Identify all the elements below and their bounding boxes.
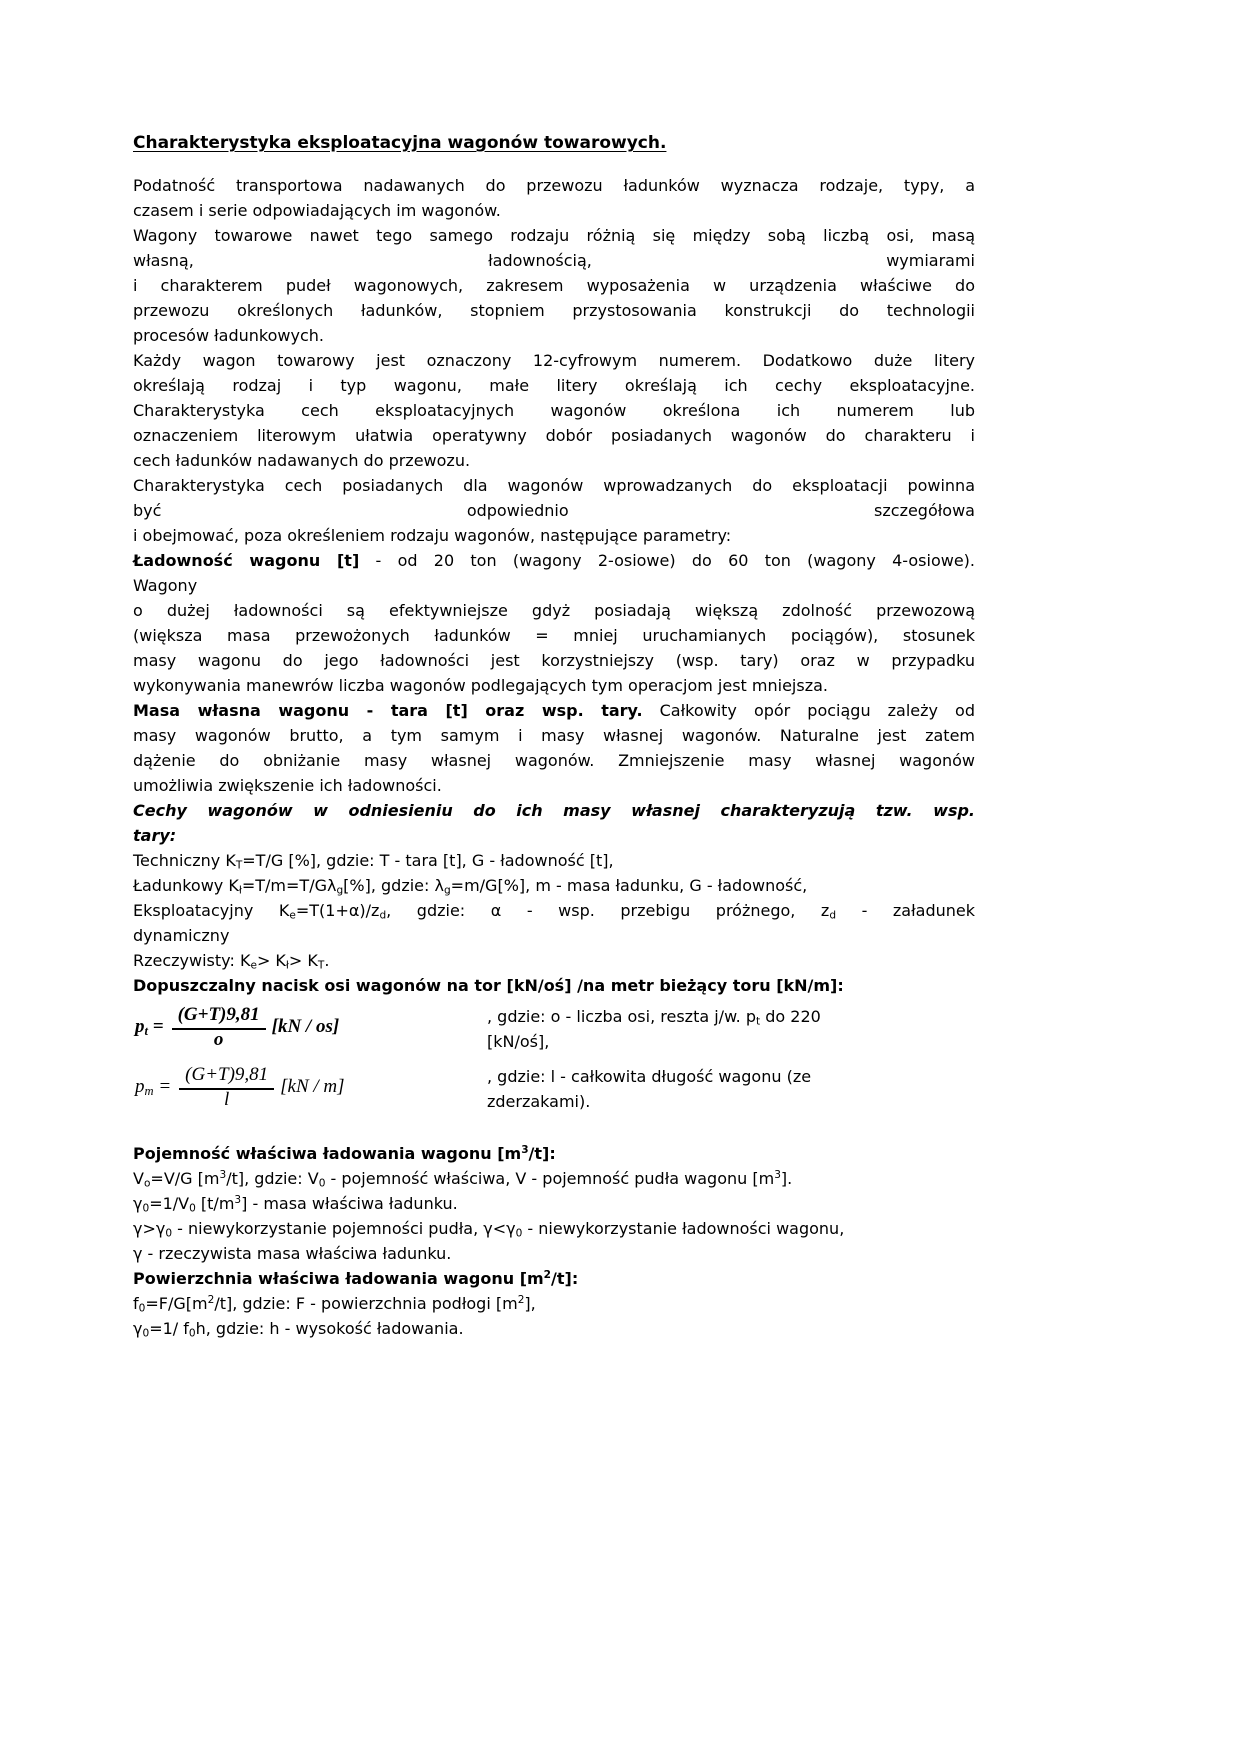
text-line: [133, 198, 975, 223]
text-run: =T/m=T/G: [241, 876, 327, 895]
text-line: [133, 173, 975, 198]
text-run: szczegółowa: [874, 501, 975, 520]
text-run: =1/V: [149, 1194, 190, 1213]
text-line: [133, 1191, 975, 1216]
formula-lhs: $p_t$ =: [135, 1016, 164, 1038]
text-line: [133, 623, 975, 648]
text-line: [133, 473, 975, 498]
formula-note: [487, 1064, 975, 1114]
formula-row: [135, 1004, 975, 1054]
text-line: [133, 948, 975, 973]
text-run: 2: [543, 1269, 552, 1282]
text-run: =T/G [%], gdzie: T - tara [t], G - ładowność [t],: [242, 851, 614, 870]
text-run: Masa własna wagonu - tara [t] oraz wsp. tary.: [133, 701, 643, 720]
text-line: [133, 598, 975, 623]
text-run: =V/G [m: [150, 1169, 220, 1188]
text-run: i obejmować, poza określeniem rodzaju wagonów, następujące parametry:: [133, 526, 732, 545]
formula-expression: [135, 1064, 487, 1109]
formula-unit: [kN / m]: [280, 1076, 345, 1097]
text-run: odpowiednio: [466, 501, 569, 520]
document-lines: [133, 156, 975, 1341]
text-run: - niewykorzystanie pojemności pudła, γ<γ: [172, 1219, 516, 1238]
text-run: /t], gdzie: V: [226, 1169, 319, 1188]
formula-lhs-subscript: m: [144, 1083, 154, 1098]
text-line: [133, 1266, 975, 1291]
text-run: /t], gdzie: F - powierzchnia podłogi [m: [214, 1294, 518, 1313]
text-run: t: [756, 1015, 761, 1028]
text-line: [133, 848, 975, 873]
text-line: [133, 973, 975, 998]
text-run: e: [289, 909, 296, 922]
text-run: [kN/oś],: [487, 1032, 550, 1051]
text-run: o dużej ładowności są efektywniejsze gdyż posiadają większą zdolność przewozową: [133, 601, 975, 620]
text-run: - pojemność właściwa, V - pojemność pudła wagonu [m: [325, 1169, 775, 1188]
text-run: Każdy wagon towarowy jest oznaczony 12-cyfrowym numerem. Dodatkowo duże litery: [133, 351, 975, 370]
text-run: 3: [234, 1194, 242, 1207]
text-line: [133, 273, 975, 298]
text-run: przewozu określonych ładunków, stopniem przystosowania konstrukcji do technologii: [133, 301, 975, 320]
text-run: 0: [142, 1327, 150, 1340]
text-run: masy wagonu do jego ładowności jest korzystniejszy (wsp. tary) oraz w przypadku: [133, 651, 975, 670]
text-run: procesów ładunkowych.: [133, 326, 324, 345]
text-run: f: [133, 1294, 139, 1313]
text-run: dynamiczny: [133, 926, 230, 945]
text-line: [133, 348, 975, 373]
text-run: /t]:: [528, 1144, 556, 1163]
text-run: Wagony: [133, 576, 198, 595]
text-line: [133, 673, 975, 698]
text-run: do 220: [760, 1007, 821, 1026]
fraction-numerator: (G+T)9,81: [172, 1004, 266, 1030]
text-line: [133, 323, 975, 348]
text-run: być: [133, 501, 162, 520]
formula-lhs-subscript: t: [144, 1023, 148, 1038]
text-run: Podatność transportowa nadawanych do przewozu ładunków wyznacza rodzaje, typy, a: [133, 176, 975, 195]
text-run: > K: [256, 951, 286, 970]
text-run: T: [317, 959, 325, 972]
text-run: Rzeczywisty: K: [133, 951, 251, 970]
text-line: [133, 298, 975, 323]
text-run: Ładowność wagonu [t]: [133, 551, 360, 570]
text-run: Powierzchnia właściwa ładowania wagonu [m: [133, 1269, 544, 1288]
gap-line: [133, 498, 975, 523]
text-line: [133, 548, 975, 573]
text-run: - załadunek: [836, 901, 976, 920]
text-line: [133, 723, 975, 748]
text-line: [133, 773, 975, 798]
blank-line: [133, 156, 975, 173]
formula-lhs: $p_m$ =: [135, 1076, 172, 1098]
text-run: ].: [780, 1169, 793, 1188]
text-run: , gdzie: α - wsp. przebigu próżnego, z: [386, 901, 830, 920]
text-line: [133, 748, 975, 773]
text-run: λ: [326, 876, 337, 895]
text-run: umożliwia zwiększenie ich ładowności.: [133, 776, 442, 795]
text-run: masy wagonów brutto, a tym samym i masy własnej wagonów. Naturalne jest zatem: [133, 726, 975, 745]
text-line: [133, 373, 975, 398]
text-line: [133, 523, 975, 548]
text-run: γ>γ: [133, 1219, 166, 1238]
text-run: , gdzie: o - liczba osi, reszta j/w. p: [487, 1007, 757, 1026]
text-run: d: [379, 909, 387, 922]
formula-block: [135, 1004, 975, 1114]
text-line: [133, 573, 975, 598]
text-run: ł: [285, 959, 289, 972]
formula-expression: [135, 1004, 487, 1049]
text-run: =T(1+α)/z: [295, 901, 380, 920]
gap-line: [133, 248, 975, 273]
text-line: [133, 448, 975, 473]
text-line: [133, 648, 975, 673]
text-line: [133, 223, 975, 248]
text-run: zderzakami).: [487, 1092, 591, 1111]
text-run: 3: [521, 1144, 529, 1157]
text-run: Ładunkowy K: [133, 876, 239, 895]
text-line: [133, 698, 975, 723]
text-run: 3: [219, 1169, 227, 1182]
text-run: Pojemność właściwa ładowania wagonu [m: [133, 1144, 522, 1163]
formula-note-line: [487, 1004, 975, 1029]
text-line: [133, 1291, 975, 1316]
text-run: czasem i serie odpowiadających im wagonów.: [133, 201, 501, 220]
text-run: h, gdzie: h - wysokość ładowania.: [195, 1319, 464, 1338]
text-run: Całkowity opór pociągu zależy od: [642, 701, 975, 720]
text-run: =F/G[m: [145, 1294, 208, 1313]
fraction-denominator: l: [224, 1089, 230, 1110]
text-run: tary:: [133, 826, 177, 845]
page-title: Charakterystyka eksploatacyjna wagonów towarowych.: [133, 133, 667, 153]
text-line: [133, 923, 975, 948]
text-run: Dopuszczalny nacisk osi wagonów na tor [kN/oś] /na metr bieżący toru [kN/m]:: [133, 976, 844, 995]
blank-line: [133, 1124, 975, 1141]
text-line: [133, 798, 975, 823]
text-run: 0: [188, 1327, 196, 1340]
text-run: własną,: [133, 251, 194, 270]
text-line: [133, 398, 975, 423]
text-run: T: [235, 859, 243, 872]
text-run: (większa masa przewożonych ładunków = mniej uruchamianych pociągów), stosunek: [133, 626, 975, 645]
text-run: - niewykorzystanie ładowności wagonu,: [522, 1219, 845, 1238]
text-run: g: [336, 884, 344, 897]
text-run: Cechy wagonów w odniesieniu do ich masy własnej charakteryzują tzw. wsp.: [133, 801, 975, 820]
text-line: [133, 1241, 975, 1266]
formula-note-line: [487, 1029, 975, 1054]
text-run: d: [829, 909, 837, 922]
fraction-denominator: o: [213, 1029, 224, 1050]
text-run: 0: [138, 1302, 146, 1315]
text-run: V: [133, 1169, 144, 1188]
text-run: /t]:: [551, 1269, 579, 1288]
text-run: 0: [165, 1227, 173, 1240]
fraction-numerator: (G+T)9,81: [179, 1064, 274, 1090]
text-run: [%], gdzie: λ: [343, 876, 444, 895]
text-run: oznaczeniem literowym ułatwia operatywny dobór posiadanych wagonów do charakteru i: [133, 426, 975, 445]
text-run: Charakterystyka cech posiadanych dla wagonów wprowadzanych do eksploatacji powinna: [133, 476, 975, 495]
text-run: Eksploatacyjny K: [133, 901, 290, 920]
text-run: cech ładunków nadawanych do przewozu.: [133, 451, 471, 470]
formula-unit: [kN / os]: [271, 1016, 340, 1037]
text-run: o: [143, 1177, 151, 1190]
text-run: 2: [207, 1294, 215, 1307]
text-run: Techniczny K: [133, 851, 236, 870]
text-run: γ: [133, 1319, 143, 1338]
text-run: =m/G[%], m - masa ładunku, G - ładowność,: [450, 876, 808, 895]
text-run: γ - rzeczywista masa właściwa ładunku.: [133, 1244, 452, 1263]
text-run: g: [443, 884, 451, 897]
text-run: .: [324, 951, 330, 970]
text-run: 0: [142, 1202, 150, 1215]
text-run: wykonywania manewrów liczba wagonów podlegających tym operacjom jest mniejsza.: [133, 676, 828, 695]
text-run: określają rodzaj i typ wagonu, małe litery określają ich cechy eksploatacyjne.: [133, 376, 975, 395]
text-run: ładownością,: [488, 251, 592, 270]
fraction: [172, 1004, 266, 1049]
text-run: 2: [517, 1294, 525, 1307]
text-line: [133, 423, 975, 448]
text-run: 0: [318, 1177, 326, 1190]
text-run: ],: [524, 1294, 536, 1313]
formula-note-line: [487, 1089, 975, 1114]
text-run: ł: [238, 884, 242, 897]
text-line: [133, 898, 975, 923]
fraction: [179, 1064, 274, 1109]
text-line: [133, 873, 975, 898]
text-run: i charakterem pudeł wagonowych, zakresem wyposażenia w urządzenia właściwe do: [133, 276, 975, 295]
text-run: ] - masa właściwa ładunku.: [241, 1194, 458, 1213]
text-line: [133, 1216, 975, 1241]
text-run: =1/ f: [149, 1319, 189, 1338]
text-run: [t/m: [195, 1194, 235, 1213]
text-run: wymiarami: [886, 251, 975, 270]
text-line: [133, 1316, 975, 1341]
formula-note-line: [487, 1064, 975, 1089]
text-run: 3: [774, 1169, 781, 1182]
text-line: [133, 1166, 975, 1191]
formula-note: [487, 1004, 975, 1054]
text-run: > K: [288, 951, 318, 970]
text-line: [133, 823, 975, 848]
text-run: Wagony towarowe nawet tego samego rodzaju różnią się między sobą liczbą osi, masą: [133, 226, 975, 245]
text-run: 0: [515, 1227, 523, 1240]
text-run: , gdzie: l - całkowita długość wagonu (ze: [487, 1067, 812, 1086]
text-run: e: [250, 959, 257, 972]
text-run: γ: [133, 1194, 143, 1213]
text-run: - od 20 ton (wagony 2-osiowe) do 60 ton (wagony 4-osiowe).: [359, 551, 975, 570]
text-line: [133, 1141, 975, 1166]
text-run: 0: [189, 1202, 196, 1215]
formula-row: [135, 1064, 975, 1114]
text-run: dążenie do obniżanie masy własnej wagonów. Zmniejszenie masy własnej wagonów: [133, 751, 975, 770]
text-run: Charakterystyka cech eksploatacyjnych wagonów określona ich numerem lub: [133, 401, 975, 420]
